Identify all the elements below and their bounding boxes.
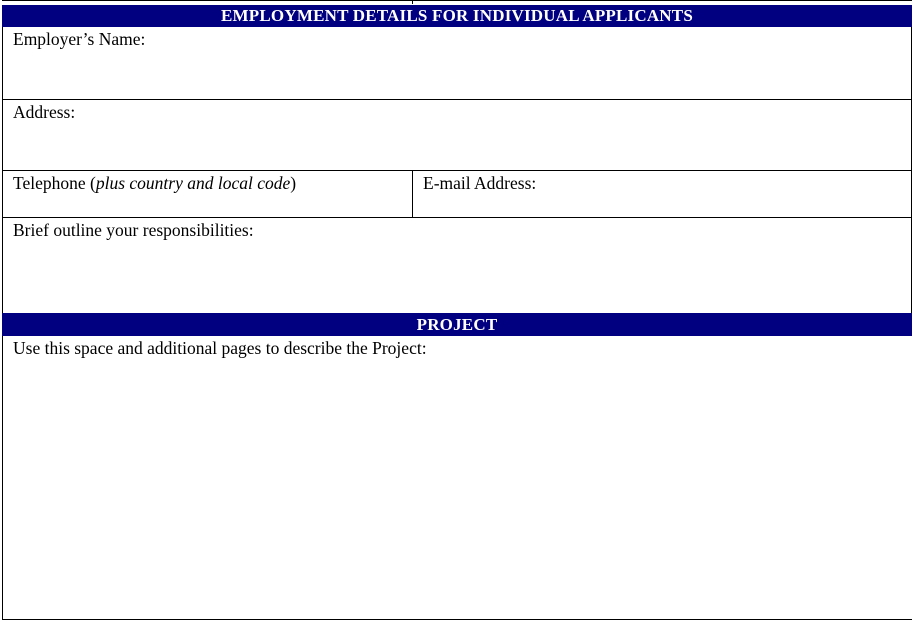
employment-form: [2, 0, 912, 620]
employer-name-field[interactable]: [2, 27, 912, 100]
address-label: Address:: [13, 102, 76, 122]
responsibilities-label: Brief outline your responsibilities:: [13, 220, 254, 240]
top-divider-tick: [412, 0, 413, 4]
email-address-field[interactable]: [412, 171, 912, 218]
telephone-hint: plus country and local code: [95, 173, 291, 193]
telephone-open-paren: (: [90, 173, 96, 193]
form-top-border: [2, 0, 912, 1]
telephone-close-paren: ): [290, 173, 297, 193]
project-description-label: Use this space and additional pages to describe the Project:: [13, 338, 427, 358]
telephone-label: Telephone: [13, 173, 86, 193]
employment-details-header: EMPLOYMENT DETAILS FOR INDIVIDUAL APPLICANTS: [2, 5, 912, 27]
address-field[interactable]: [2, 100, 912, 171]
email-address-label: E-mail Address:: [423, 173, 537, 193]
project-header: PROJECT: [2, 313, 912, 336]
responsibilities-field[interactable]: [2, 218, 912, 313]
telephone-field[interactable]: [2, 171, 412, 218]
employer-name-label: Employer’s Name:: [13, 29, 146, 49]
project-description-field[interactable]: [2, 336, 912, 620]
